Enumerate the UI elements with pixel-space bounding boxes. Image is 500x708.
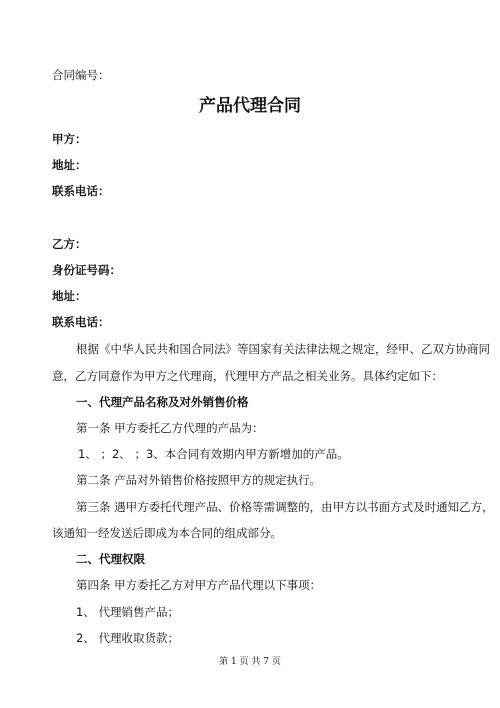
document-title: 产品代理合同	[199, 96, 301, 116]
article-3-line-1: 第三条 遇甲方委托代理产品、价格等需调整的，由甲方以书面方式及时通知乙方，	[76, 500, 494, 514]
section-1-heading: 一、代理产品名称及对外销售价格	[76, 395, 249, 409]
party-a-label: 甲方：	[52, 132, 87, 146]
section-2-heading: 二、代理权限	[76, 552, 145, 566]
party-b-phone-label: 联系电话：	[52, 315, 110, 329]
article-4-item-2: 2、 代理收取货款；	[76, 631, 179, 645]
page-number-footer: 第 1 页 共 7 页	[219, 657, 281, 667]
article-4: 第四条 甲方委托乙方对甲方产品代理以下事项：	[76, 578, 322, 592]
preamble-line-1: 根据《中华人民共和国合同法》等国家有关法律法规之规定，经甲、乙双方协商同	[76, 342, 490, 356]
party-b-address-label: 地址：	[52, 289, 87, 303]
party-b-label: 乙方：	[52, 237, 87, 251]
preamble-line-2: 意，乙方同意作为甲方之代理商，代理甲方产品之相关业务。具体约定如下：	[52, 369, 443, 383]
article-3-line-2: 该通知一经发送后即成为本合同的组成部分。	[52, 526, 282, 540]
article-2: 第二条 产品对外销售价格按照甲方的规定执行。	[76, 473, 322, 487]
article-4-item-1: 1、 代理销售产品；	[76, 605, 179, 619]
contract-number-label: 合同编号：	[52, 68, 110, 82]
article-1-items: 1、 ；2、 ；3、本合同有效期内甲方新增加的产品。	[78, 447, 349, 461]
party-a-phone-label: 联系电话：	[52, 184, 110, 198]
article-1: 第一条 甲方委托乙方代理的产品为：	[76, 421, 264, 435]
party-a-address-label: 地址：	[52, 158, 87, 172]
party-b-id-label: 身份证号码：	[52, 263, 121, 277]
